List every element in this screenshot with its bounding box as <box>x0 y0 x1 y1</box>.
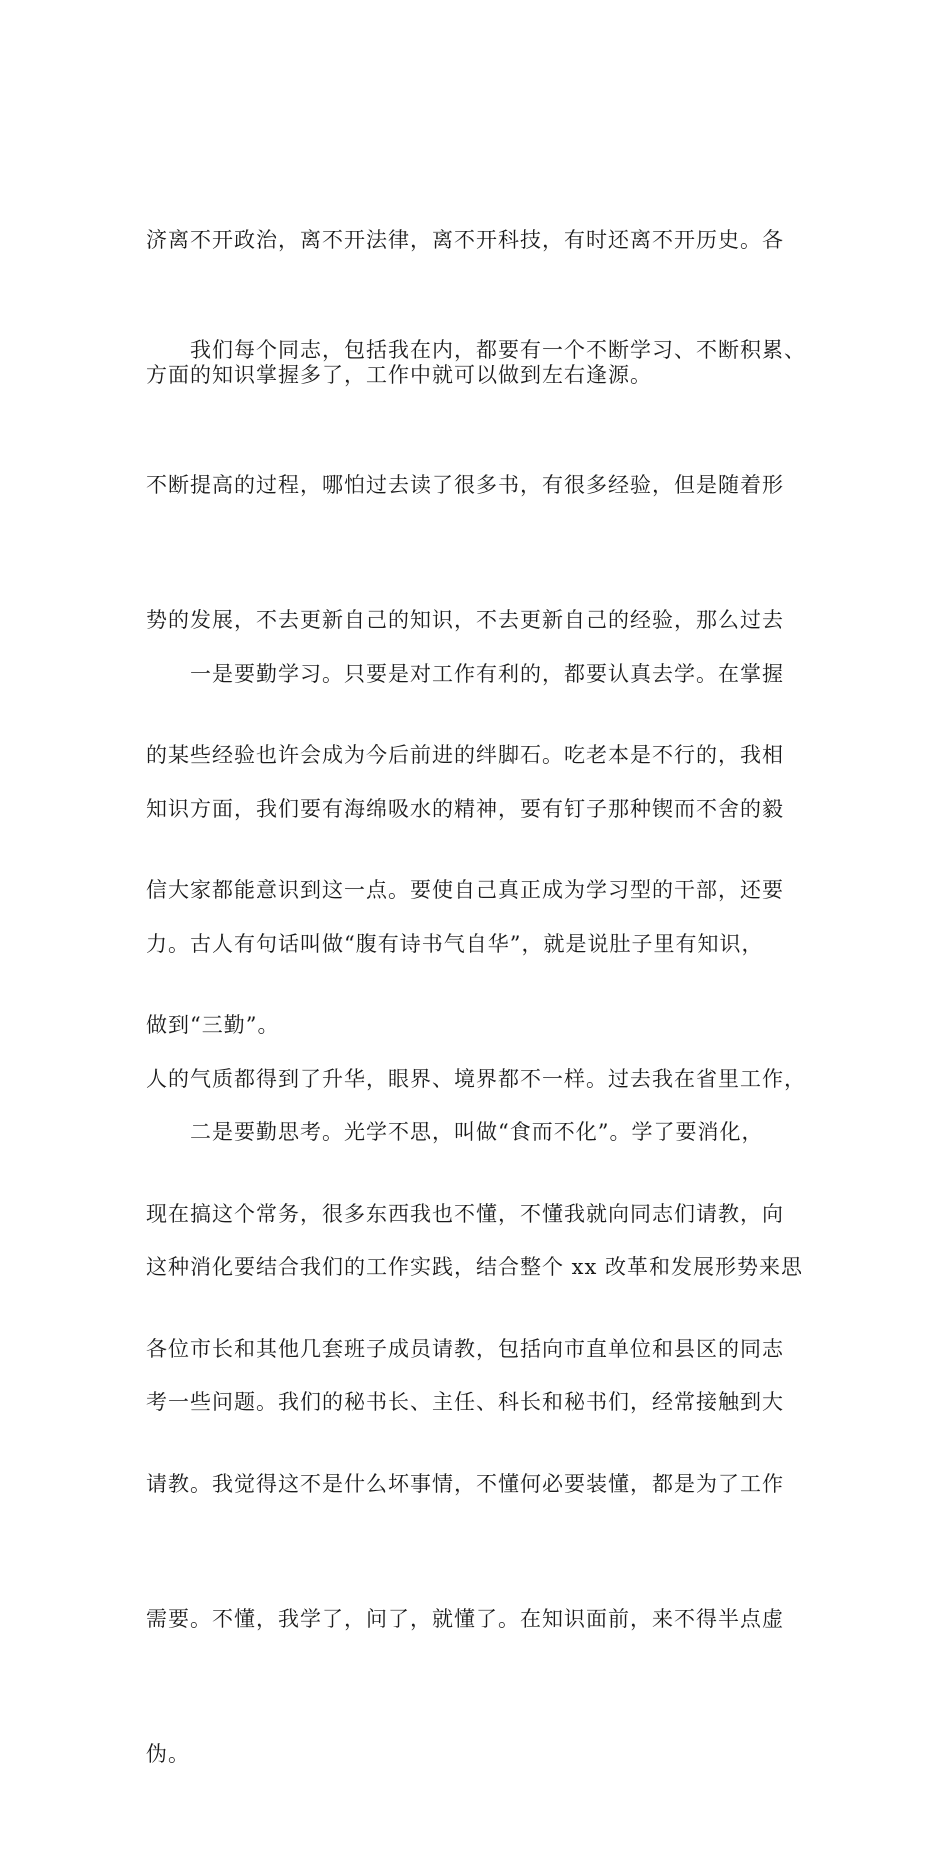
paragraph-4 <box>146 1020 806 1515</box>
text-line: 请教。我觉得这不是什么坏事情，不懂何必要装懂，都是为了工作 <box>146 1472 784 1496</box>
text-line: 力。古人有句话叫做“腹有诗书气自华”，就是说肚子里有知识， <box>146 932 764 956</box>
text-line: 的某些经验也许会成为今后前进的绊脚石。吃老本是不行的，我相 <box>146 743 784 767</box>
text-line: 我们每个同志，包括我在内，都要有一个不断学习、不断积累、 <box>146 338 806 362</box>
text-line: 考一些问题。我们的秘书长、主任、科长和秘书们，经常接触到大 <box>146 1390 784 1414</box>
text-line: 不断提高的过程，哪怕过去读了很多书，有很多经验，但是随着形 <box>146 473 784 497</box>
text-line: 势的发展，不去更新自己的知识，不去更新自己的经验，那么过去 <box>146 608 784 632</box>
text-line: 信大家都能意识到这一点。要使自己真正成为学习型的干部，还要 <box>146 878 784 902</box>
text-line: 现在搞这个常务，很多东西我也不懂，不懂我就向同志们请教，向 <box>146 1202 784 1226</box>
text-line: 一是要勤学习。只要是对工作有利的，都要认真去学。在掌握 <box>146 662 784 686</box>
text-line: 需要。不懂，我学了，问了，就懂了。在知识面前，来不得半点虚 <box>146 1607 784 1631</box>
text-line: 知识方面，我们要有海绵吸水的精神，要有钉子那种锲而不舍的毅 <box>146 797 784 821</box>
text-line: 伪。 <box>146 1742 190 1766</box>
text-line: 济离不开政治，离不开法律，离不开科技，有时还离不开历史。各 <box>146 228 784 252</box>
text-line: 这种消化要结合我们的工作实践，结合整个 xx 改革和发展形势来思 <box>146 1255 804 1279</box>
text-line: 人的气质都得到了升华，眼界、境界都不一样。过去我在省里工作， <box>146 1067 806 1091</box>
text-line: 二是要勤思考。光学不思，叫做“食而不化”。学了要消化， <box>146 1120 764 1144</box>
text-line: 方面的知识掌握多了，工作中就可以做到左右逢源。 <box>146 363 652 387</box>
text-line: 做到“三勤”。 <box>146 1013 280 1037</box>
text-line: 各位市长和其他几套班子成员请教，包括向市直单位和县区的同志 <box>146 1337 784 1361</box>
